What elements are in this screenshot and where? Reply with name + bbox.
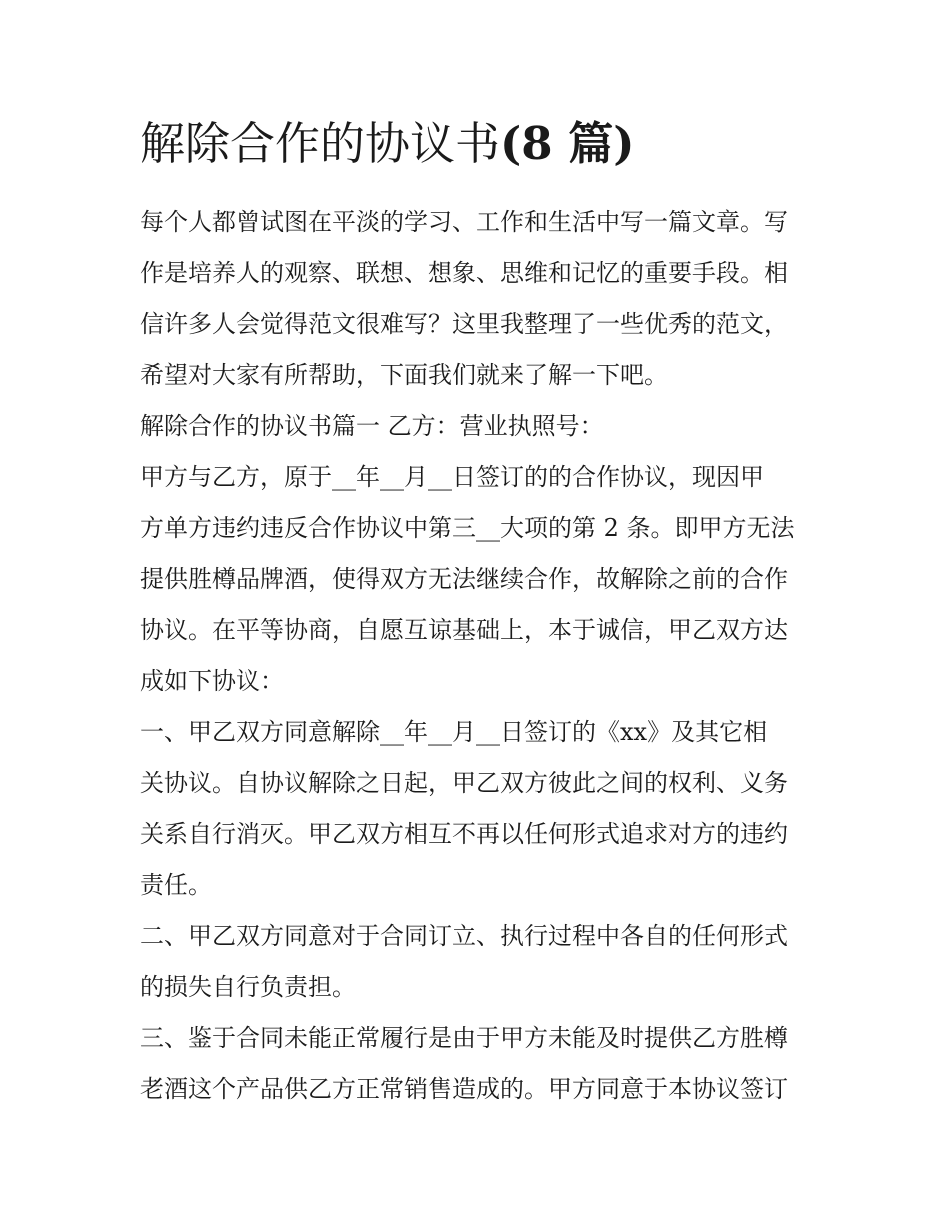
body-line-6: 甲方与乙方，原于__年__月__日签订的的合作协议，现因甲 [140, 463, 764, 491]
clause-2-line-2: 的损失自行负责担。 [140, 973, 356, 1001]
body-line-9: 协议。在平等协商，自愿互谅基础上，本于诚信，甲乙双方达 [140, 616, 788, 644]
body-line-1: 每个人都曾试图在平淡的学习、工作和生活中写一篇文章。写 [140, 208, 788, 236]
body-line-3: 信许多人会觉得范文很难写？这里我整理了一些优秀的范文， [140, 310, 788, 338]
title-main-text: 解除合作的协议书 [140, 117, 501, 170]
clause-2-line-1: 二、甲乙双方同意对于合同订立、执行过程中各自的任何形式 [140, 922, 788, 950]
body-line-2: 作是培养人的观察、联想、想象、思维和记忆的重要手段。相 [140, 259, 788, 287]
body-line-7: 方单方违约违反合作协议中第三__大项的第 2 条。即甲方无法 [140, 514, 795, 542]
clause-3-line-2: 老酒这个产品供乙方正常销售造成的。甲方同意于本协议签订 [140, 1075, 788, 1103]
section-heading-1: 解除合作的协议书篇一 乙方：营业执照号： [140, 412, 604, 440]
clause-1-line-3: 关系自行消灭。甲乙双方相互不再以任何形式追求对方的违约 [140, 820, 788, 848]
body-line-4: 希望对大家有所帮助，下面我们就来了解一下吧。 [140, 361, 668, 389]
document-body [140, 197, 812, 1115]
clause-1-line-2: 关协议。自协议解除之日起，甲乙双方彼此之间的权利、义务 [140, 769, 788, 797]
document-title [140, 112, 635, 176]
clause-3-line-1: 三、鉴于合同未能正常履行是由于甲方未能及时提供乙方胜樽 [140, 1024, 788, 1052]
body-line-10: 成如下协议： [140, 667, 284, 695]
clause-1-line-1: 一、甲乙双方同意解除__年__月__日签订的《xx》及其它相 [140, 718, 768, 746]
title-count-text: (8 篇) [500, 117, 635, 170]
body-line-8: 提供胜樽品牌酒，使得双方无法继续合作，故解除之前的合作 [140, 565, 788, 593]
clause-1-line-4: 责任。 [140, 871, 212, 899]
